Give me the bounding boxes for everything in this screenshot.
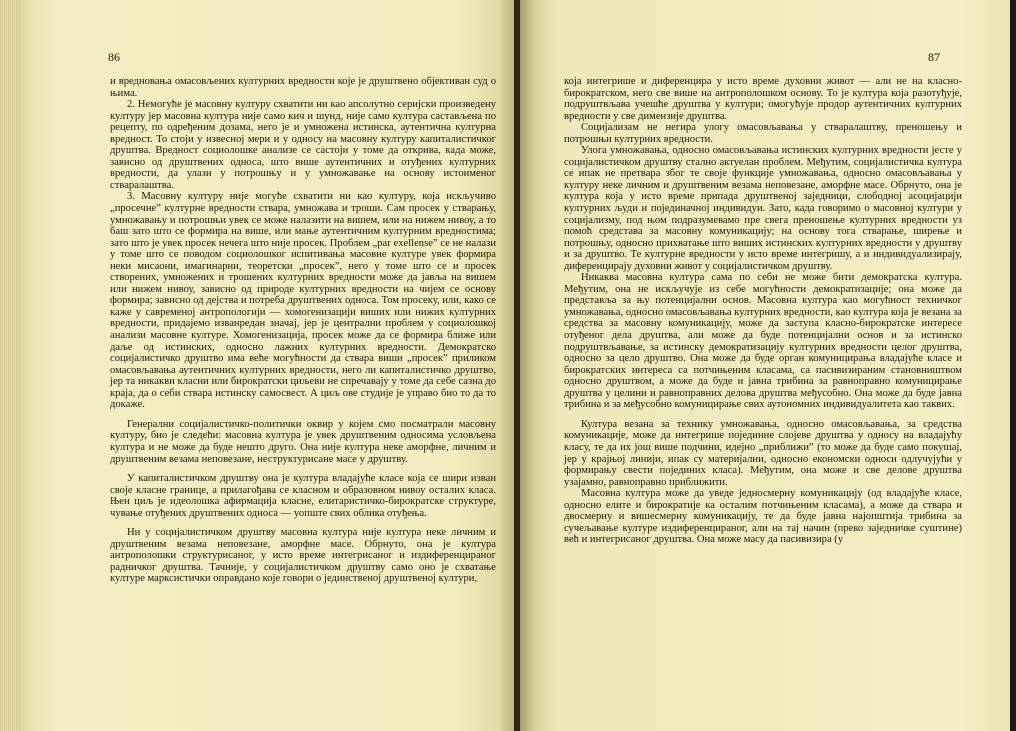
paragraph: Никаква масовна култура сама по себи не може бити демократска култура. Међутим, она не искључује из себе могућности демократизације; она може да представља за њу потенцијални основ. Масовна култура као могућност техничког умножавања, односно омасовљавања културних вредности, као култура која је везана за средства за масовну комуникацију, може да заступа класно-бирократске интересе отуђеног дела друштва, али може да буде потенцијални основ и за истинско подруштвљавање, за истинску демократизацију културних вредности целог друштва, односно за цело друштво. Она може да буде орган комуницирања владајуће класе и бирократских интереса са потчињеним класама, са пасивизираним становништвом односно друштвом, а може да буде и јавна трибина за равноправно комуницирање друштва у целини и равноправних делова друштва међусобно. Она може да буде јавна трибина и за међусобно комуницирање свих аутономних индивидуалитета као таквих.: [564, 272, 962, 411]
page-edges: [0, 0, 18, 731]
body-text: [564, 76, 962, 546]
page-number: 87: [928, 50, 940, 64]
paragraph: и вредновања омасовљених културних вредности које је друштвено објективан суд о њима.: [110, 76, 496, 99]
paragraph: У капиталистичком друштву она је култура владајуће класе која се шири изван своје класне границе, а прилагођава се класном и образовном нивоу осталих класа. Њен циљ је идеолошка афирмација класне, елитаристичко-бирократске структуре, чување отуђених друштвених односа — уопште свих облика отуђења.: [110, 473, 496, 519]
paragraph: Ни у социјалистичком друштву масовна култура није култура неке личним и друштвеним везама неповезане, аморфне масе. Обрнуто, она је култура антрополошки структурисаног, у исто време интегрисаног и издиференцираног радничког друштва. Тачније, у социјалистичком друштву само оно је схватање културе марксистички оправдано које говори о јединственој друштвеној култури,: [110, 527, 496, 585]
paragraph: 2. Немогуће је масовну културу схватити ни као апсолутно серијски произведену културу јер масовна култура није само кич и шунд, није само култура састављена по рецепту, по одређеним дозама, него је и умножена истинска, аутентична културна вредност. То стоји у извесној мери и у односу на масовну културу капиталистичког друштва. Вредност социолошке анализе се састоји у томе да открива, када може, зависно од друштвених односа, што више аутентичних и отуђених културних вредности, да улази у потрошњу и у умножавање на основу истоименог стваралаштва.: [110, 99, 496, 191]
page-number: 86: [108, 50, 120, 64]
paragraph: Социјализам не негира улогу омасовљавања у стваралаштву, преношењу и потрошњи културних вредности.: [564, 122, 962, 145]
paragraph: Генерални социјалистичко-политички оквир у којем смо посматрали масовну културу, био је следећи: масовна култура је увек друштвеним односима условљена култура и не може да буде нешто друго. Она није култура неке аморфне, личним и друштвеним везама неповезане, неструктурисане масе у друштву.: [110, 418, 496, 465]
paragraph: Улога умножавања, односно омасовљавања истинских културних вредности јесте у социјалистичком друштву стално актуелан проблем. Међутим, социјалистичка култура се ипак не претвара због те своје функције умножавања, односно омасовљавања у културу неке личним и друштвеним везама неповезане, аморфне масе. Обрнуто, она је култура која у исто време припада друштвеној заједници, слободној асоцијацији културних људи и појединачној индивидуи. Зато, када говоримо о масовној култури у социјализму, под њом подразумевамо пре свега преношење културних вредности уз помоћ средстава за масовну комуникацију; на основу тога стварање, ширење и потрошњу, односно прихватање што виших истинских културних вредности у друштву и за друштво. Те културне вредности у исто време интегришу, а и индивидуализирају, диференцирају духовни живот у социјалистичком друштву.: [564, 145, 962, 272]
paragraph: 3. Масовну културу није могуће схватити ни као културу, која искључиво „просечне” културне вредности ствара, умножава и троши. Сам просек у стварању, умножавању и потрошњи увек се може налазити на вишем, или на нижем нивоу, а то баш зато што се формира на више, или мање аутентичним културним вредностима; зато што је увек просек нечега што није просек. Проблем „par exellense” се не налази у томе што се поводом социолошког испитивања масовне културе увек формира неки мисаони, имагинарни, теоретски „просек”, него у томе што се и просек створених, умножених и трошених културних вредности може да јавља на вишем или нижем нивоу, зависно од природе културних вредности на чијем се основу формира; зависно од дејства и потреба друштвених односа. Том просеку, или, како се каже у савременој антропологији — хомогенизацији виших или нижих културних вредности, придајемо изванредан значај, јер је централни проблем у социолошкој анализи масовне културе. Хомогенизација, просек може да се формира ближе или даље од истинских, односно лажних културних вредности. Демократско социјалистичко друштво има веће могућности да ствара виши „просек” приликом омасовљавања аутентичних културних вредности, него ли капиталистичко друштво, јер та никакви класни или бирократски циљеви не спречавају у томе да себе сазна до краја, да о себи ствара истинску самосвест. А циљ ове студије је управо био то да то докаже.: [110, 191, 496, 411]
paragraph: која интегрише и диференцира у исто време духовни живот — али не на класно-бирократском, него све више на антрополошком основу. То је култура која разотуђује, подруштвљава учешће друштва у култури; омогућује продор аутентичних културних вредности у све димензије друштва.: [564, 76, 962, 122]
left-page: [18, 0, 516, 731]
right-page: [520, 0, 1010, 731]
body-text: [110, 76, 496, 585]
paragraph: Култура везана за технику умножавања, односно омасовљавања, за средства комуникације, може да интегрише појединне слојеве друштва у односу на владајућу класу, те да их још више подчини, идејно „приближи” (то може да буде само покушај, јер у крајњој линији, ипак су материјални, односно економски односи одлучујући у формирању свести појединих класа). Међутим, она може и све делове друштва узајамно, равноправно приближити.: [564, 418, 962, 488]
paragraph: Масовна култура може да уведе једносмерну комуникацију (од владајуће класе, односно елите и бирократије ка осталим потчињеним класама), а може да ствара и двосмерну и вишесмерну комуникацију, те да буде јавна најопштија трибина за сучељавање културе издиференцираног, али на тај начин (преко заједничке суштине) већ и интегрисаног друштва. Она може масу да пасивизира (у: [564, 488, 962, 546]
